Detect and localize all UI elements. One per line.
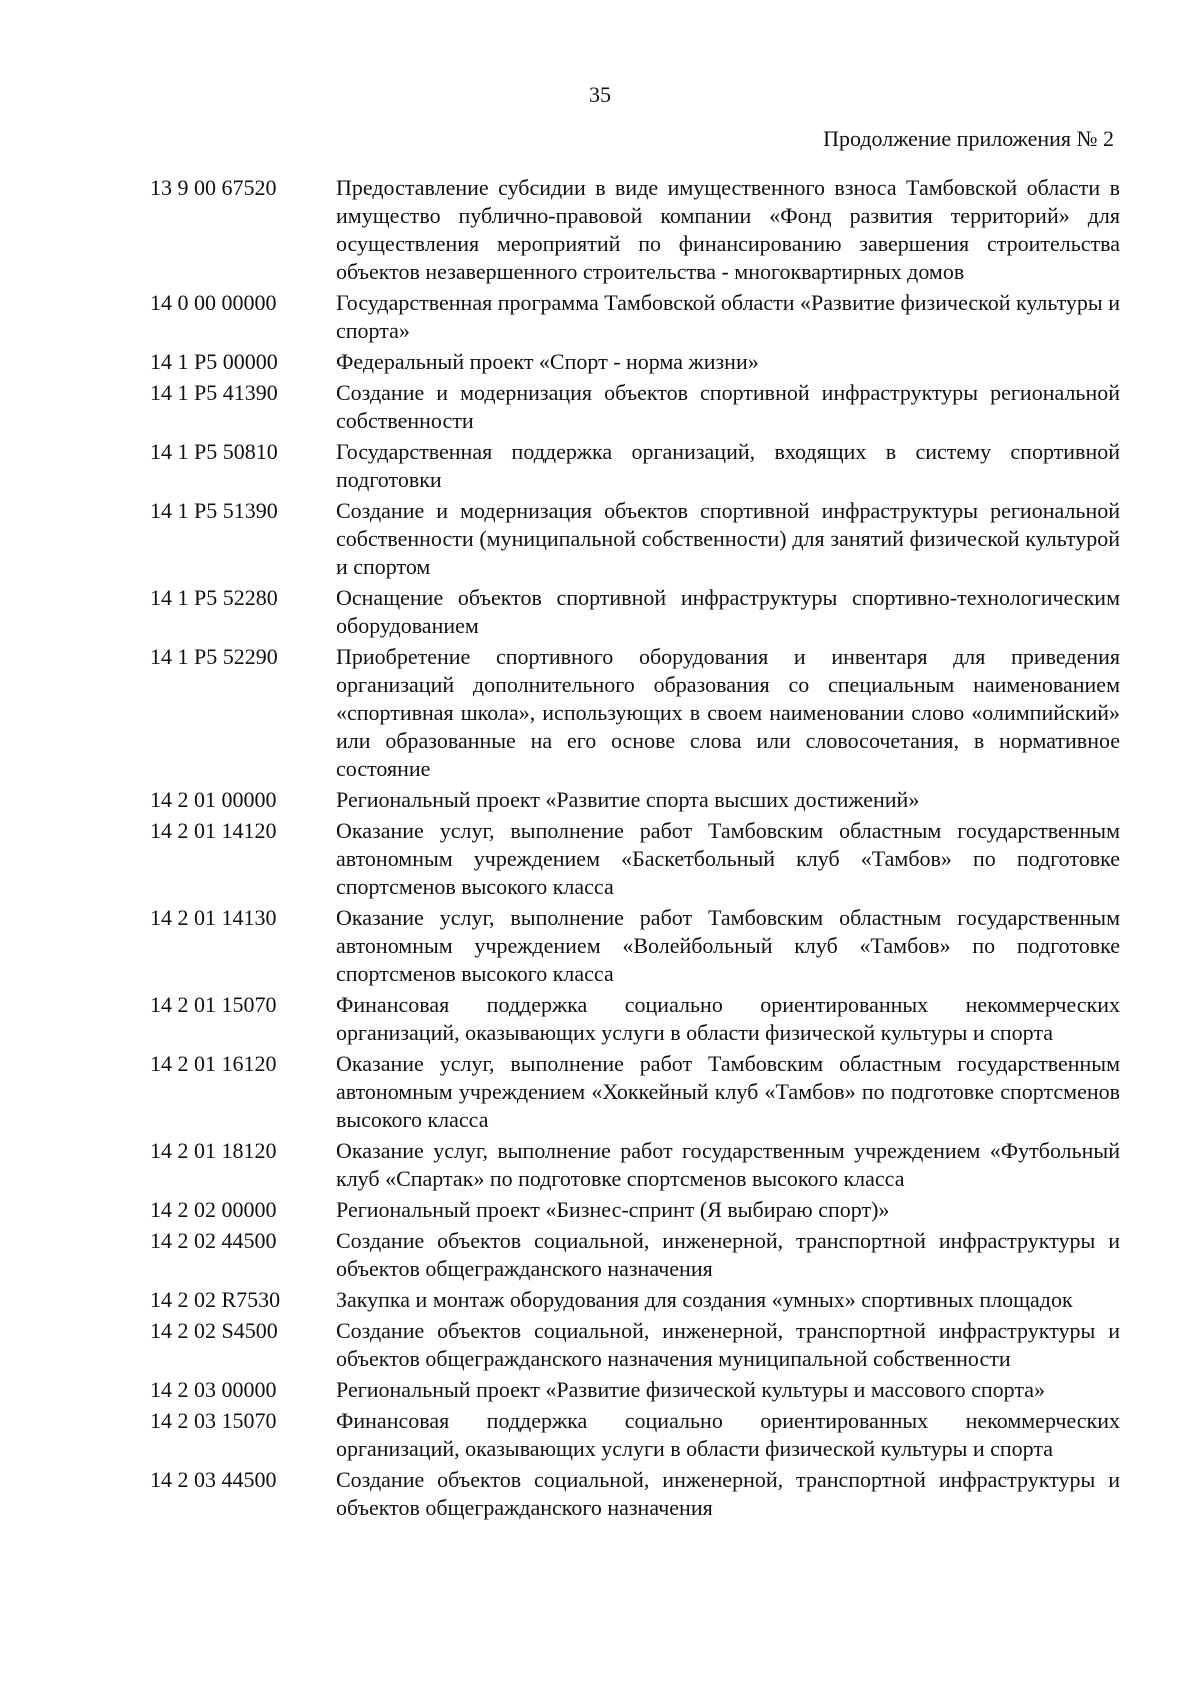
classification-description: Федеральный проект «Спорт - норма жизни» <box>336 349 759 374</box>
classification-description: Создание и модернизация объектов спортивной инфраструктуры региональной собственности (муниципальной собственности) для занятий физической культурой и спортом <box>336 498 1120 579</box>
classification-code: 14 2 02 00000 <box>150 1197 277 1222</box>
classification-code: 14 2 02 S4500 <box>150 1318 278 1343</box>
classification-code: 14 0 00 00000 <box>150 290 277 315</box>
classification-description: Предоставление субсидии в виде имущественного взноса Тамбовской области в имущество публично-правовой компании «Фонд развития территорий» для осуществления мероприятий по финансированию завершения строительства объектов незавершенного строительства - многоквартирных домов <box>336 175 1120 284</box>
list-item <box>150 174 1120 286</box>
classification-description: Финансовая поддержка социально ориентированных некоммерческих организаций, оказывающих услуги в области физической культуры и спорта <box>336 992 1120 1045</box>
classification-description: Создание объектов социальной, инженерной, транспортной инфраструктуры и объектов общегражданского назначения <box>336 1228 1120 1281</box>
classification-description: Создание и модернизация объектов спортивной инфраструктуры региональной собственности <box>336 380 1120 433</box>
list-item <box>150 786 1120 814</box>
page-number: 35 <box>589 82 611 107</box>
list-item <box>150 584 1120 640</box>
list-item <box>150 438 1120 494</box>
list-item <box>150 1317 1120 1373</box>
classification-description: Оснащение объектов спортивной инфраструктуры спортивно-технологическим оборудованием <box>336 585 1120 638</box>
classification-code: 14 2 01 16120 <box>150 1051 277 1076</box>
classification-description: Создание объектов социальной, инженерной, транспортной инфраструктуры и объектов общегражданского назначения <box>336 1467 1120 1520</box>
classification-code: 14 2 01 14130 <box>150 905 277 930</box>
classification-description: Региональный проект «Бизнес-спринт (Я выбираю спорт)» <box>336 1197 890 1222</box>
classification-code: 14 1 P5 51390 <box>150 498 278 523</box>
classification-description: Оказание услуг, выполнение работ Тамбовским областным государственным автономным учреждением «Баскетбольный клуб «Тамбов» по подготовке спортсменов высокого класса <box>336 818 1120 899</box>
classification-description: Региональный проект «Развитие физической культуры и массового спорта» <box>336 1377 1046 1402</box>
classification-code: 14 2 03 15070 <box>150 1408 277 1433</box>
classification-description: Государственная программа Тамбовской области «Развитие физической культуры и спорта» <box>336 290 1120 343</box>
classification-code: 14 1 P5 50810 <box>150 439 278 464</box>
list-item <box>150 817 1120 901</box>
classification-code: 14 2 01 00000 <box>150 787 277 812</box>
list-item <box>150 289 1120 345</box>
classification-description: Закупка и монтаж оборудования для создания «умных» спортивных площадок <box>336 1287 1073 1312</box>
list-item <box>150 1050 1120 1134</box>
classification-code: 14 2 02 44500 <box>150 1228 277 1253</box>
list-item <box>150 1407 1120 1463</box>
classification-code: 14 1 P5 52290 <box>150 644 278 669</box>
classification-code: 14 2 03 44500 <box>150 1467 277 1492</box>
list-item <box>150 1376 1120 1404</box>
list-item <box>150 1466 1120 1522</box>
classification-code: 14 1 P5 00000 <box>150 349 278 374</box>
list-item <box>150 1286 1120 1314</box>
budget-classification-list <box>150 174 1120 1525</box>
classification-code: 14 1 P5 41390 <box>150 380 278 405</box>
list-item <box>150 348 1120 376</box>
classification-description: Создание объектов социальной, инженерной, транспортной инфраструктуры и объектов общегражданского назначения муниципальной собственности <box>336 1318 1120 1371</box>
classification-code: 14 2 01 15070 <box>150 992 277 1017</box>
list-item <box>150 1196 1120 1224</box>
classification-code: 14 2 03 00000 <box>150 1377 277 1402</box>
list-item <box>150 379 1120 435</box>
classification-code: 14 2 01 14120 <box>150 818 277 843</box>
classification-description: Финансовая поддержка социально ориентированных некоммерческих организаций, оказывающих услуги в области физической культуры и спорта <box>336 1408 1120 1461</box>
list-item <box>150 497 1120 581</box>
classification-code: 14 2 01 18120 <box>150 1138 277 1163</box>
list-item <box>150 904 1120 988</box>
classification-description: Оказание услуг, выполнение работ Тамбовским областным государственным автономным учреждением «Волейбольный клуб «Тамбов» по подготовке спортсменов высокого класса <box>336 905 1120 986</box>
classification-description: Региональный проект «Развитие спорта высших достижений» <box>336 787 920 812</box>
list-item <box>150 643 1120 783</box>
classification-description: Оказание услуг, выполнение работ Тамбовским областным государственным автономным учреждением «Хоккейный клуб «Тамбов» по подготовке спортсменов высокого класса <box>336 1051 1120 1132</box>
list-item <box>150 991 1120 1047</box>
appendix-continuation-note: Продолжение приложения № 2 <box>823 126 1114 151</box>
classification-code: 14 1 P5 52280 <box>150 585 278 610</box>
classification-description: Оказание услуг, выполнение работ государственным учреждением «Футбольный клуб «Спартак» по подготовке спортсменов высокого класса <box>336 1138 1120 1191</box>
classification-code: 13 9 00 67520 <box>150 175 277 200</box>
classification-description: Приобретение спортивного оборудования и инвентаря для приведения организаций дополнительного образования со специальным наименованием «спортивная школа», использующих в своем наименовании слово «олимпийский» или образованные на его основе слова или словосочетания, в нормативное состояние <box>336 644 1120 781</box>
list-item <box>150 1137 1120 1193</box>
classification-description: Государственная поддержка организаций, входящих в систему спортивной подготовки <box>336 439 1120 492</box>
list-item <box>150 1227 1120 1283</box>
classification-code: 14 2 02 R7530 <box>150 1287 281 1312</box>
